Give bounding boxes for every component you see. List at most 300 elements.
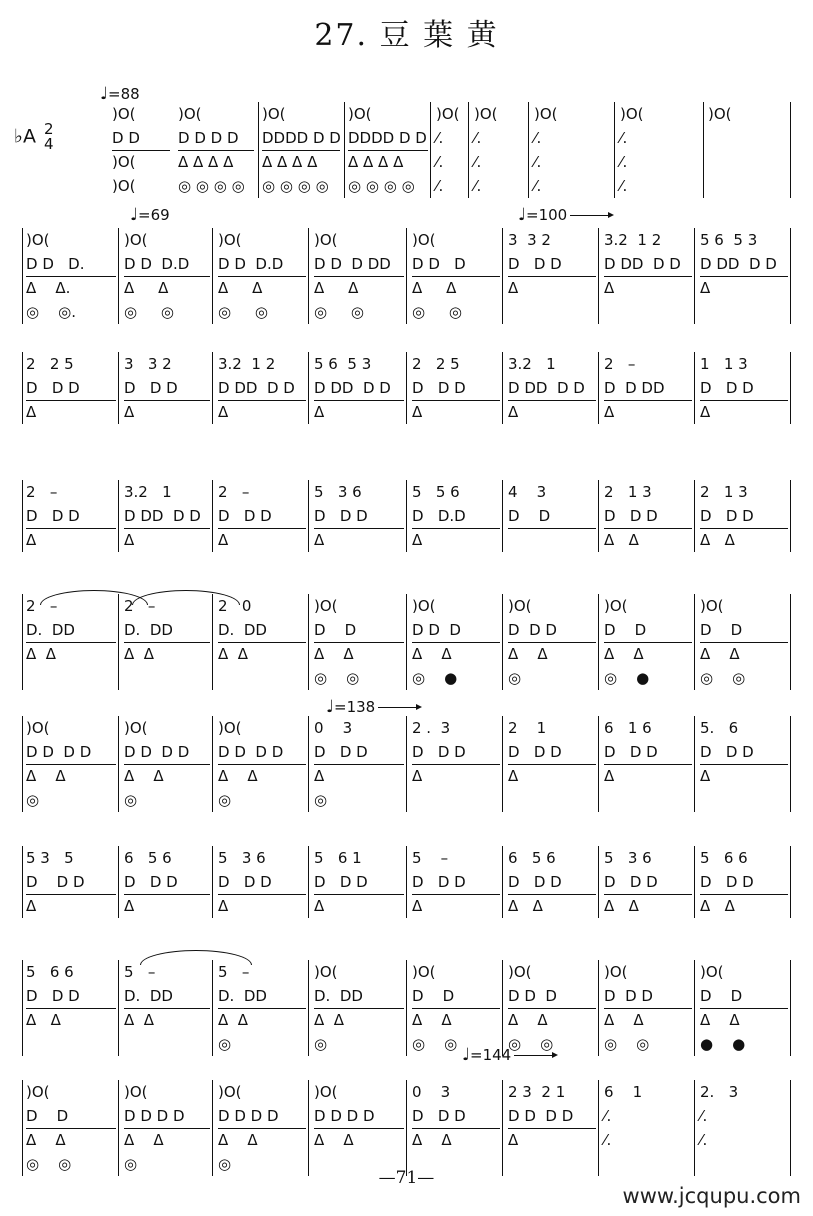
time-den: 4 xyxy=(44,135,54,153)
score-cell: D D D xyxy=(314,504,404,529)
score-cell: Δ xyxy=(26,403,37,421)
score-cell: Δ Δ xyxy=(26,767,66,785)
score-cell: Δ xyxy=(412,531,423,549)
score-cell: D D xyxy=(604,618,692,643)
quarter-note-icon: ♩ xyxy=(326,697,335,717)
score-cell: ◎ ◎ ◎ ◎ xyxy=(178,177,245,195)
score-cell: Δ Δ xyxy=(218,1131,258,1149)
score-cell: D D D xyxy=(700,740,788,765)
score-cell: ⁄. xyxy=(620,129,628,147)
score-cell: 2 . 3 xyxy=(412,719,451,737)
score-cell: 5 3 6 xyxy=(314,483,362,501)
score-cell: 2 – xyxy=(218,483,250,501)
score-cell: 5 6 5 3 xyxy=(700,231,758,249)
score-cell: ● ● xyxy=(700,1035,746,1053)
score-cell: )O( xyxy=(26,231,50,249)
score-cell: D. DD xyxy=(218,984,306,1009)
score-cell: 2 1 3 xyxy=(700,483,748,501)
score-cell: ◎ ◎ xyxy=(412,303,463,321)
score-cell: 5 – xyxy=(412,849,449,867)
score-cell: DDDD D D xyxy=(348,126,428,151)
score-cell: 6 5 6 xyxy=(124,849,172,867)
score-cell: ⁄. xyxy=(436,129,444,147)
score-cell: Δ Δ xyxy=(124,279,169,297)
score-cell: Δ xyxy=(508,1131,519,1149)
score-cell: Δ Δ xyxy=(604,897,639,915)
score-cell: D D xyxy=(508,504,596,529)
page-title: 27. 豆 葉 黄 xyxy=(314,18,499,53)
score-cell: D D D D xyxy=(508,1104,596,1129)
tempo-text: =100 xyxy=(526,206,568,224)
page-number: —71— xyxy=(378,1168,435,1188)
score-cell: 5 3 6 xyxy=(604,849,652,867)
score-cell: Δ Δ xyxy=(314,645,354,663)
score-cell: 0 3 xyxy=(314,719,353,737)
score-cell: Δ xyxy=(314,897,325,915)
score-cell: D D D xyxy=(604,984,692,1009)
score-cell: )O( xyxy=(124,719,148,737)
score-cell: 5 6 6 xyxy=(26,963,74,981)
score-cell: Δ xyxy=(124,531,135,549)
score-cell: 2 – xyxy=(26,483,58,501)
score-cell: Δ Δ. xyxy=(26,279,71,297)
score-cell: D D.D xyxy=(412,504,500,529)
score-row xyxy=(0,480,813,504)
score-cell: Δ Δ xyxy=(700,897,735,915)
score-row xyxy=(0,252,813,276)
score-cell: D. DD xyxy=(26,618,116,643)
score-cell: Δ Δ xyxy=(218,1011,249,1029)
score-cell: Δ Δ Δ Δ xyxy=(178,153,234,171)
score-cell: )O( xyxy=(112,177,136,195)
score-cell: Δ Δ xyxy=(604,531,639,549)
score-system-6 xyxy=(0,716,813,812)
score-cell: ⁄. xyxy=(620,153,628,171)
score-cell: D D D xyxy=(412,740,500,765)
score-cell: 1 1 3 xyxy=(700,355,748,373)
score-cell: D D D xyxy=(700,870,788,895)
score-cell: D. DD xyxy=(314,984,404,1009)
score-cell: Δ Δ xyxy=(218,767,258,785)
score-row xyxy=(0,716,813,740)
score-cell: D D D D xyxy=(124,740,210,765)
score-cell: 3 3 2 xyxy=(124,355,172,373)
score-cell: )O( xyxy=(508,963,532,981)
score-cell: D D D xyxy=(314,870,404,895)
score-cell: 6 1 6 xyxy=(604,719,652,737)
score-cell: Δ Δ xyxy=(412,279,457,297)
score-row xyxy=(0,504,813,528)
score-row xyxy=(0,276,813,300)
score-cell: 4 3 xyxy=(508,483,547,501)
score-cell: ◎ xyxy=(508,669,522,687)
score-cell: Δ xyxy=(700,767,711,785)
score-cell: D D D D xyxy=(178,126,254,151)
score-cell: DDDD D D xyxy=(262,126,340,151)
score-cell: )O( xyxy=(26,719,50,737)
time-num: 2 xyxy=(44,120,54,138)
score-cell: Δ Δ xyxy=(412,1131,452,1149)
score-row xyxy=(0,102,813,126)
score-cell: Δ Δ xyxy=(412,1011,452,1029)
score-cell: Δ Δ xyxy=(314,279,359,297)
score-cell: ⁄. xyxy=(604,1131,612,1149)
score-cell: )O( xyxy=(412,597,436,615)
score-row xyxy=(0,300,813,324)
score-row xyxy=(0,740,813,764)
score-cell: ⁄. xyxy=(474,177,482,195)
score-cell: Δ xyxy=(26,897,37,915)
score-cell: Δ Δ xyxy=(508,897,543,915)
score-cell: D D D xyxy=(508,870,596,895)
score-cell: ◎ xyxy=(124,1155,138,1173)
score-cell: ⁄. xyxy=(604,1107,612,1125)
score-cell: ◎ ● xyxy=(412,669,458,687)
score-system-2 xyxy=(0,228,813,324)
score-cell: D DD D D xyxy=(314,376,404,401)
score-cell: D D D xyxy=(412,252,500,277)
score-cell: 2 1 xyxy=(508,719,547,737)
score-row xyxy=(0,528,813,552)
score-cell: ◎ ◎ ◎ ◎ xyxy=(348,177,415,195)
score-cell: D D D D xyxy=(26,740,116,765)
quarter-note-icon: ♩ xyxy=(100,84,109,104)
score-row xyxy=(0,764,813,788)
score-cell: )O( xyxy=(474,105,498,123)
score-cell: 3.2 1 2 xyxy=(218,355,276,373)
score-cell: D D D D xyxy=(124,1104,210,1129)
score-cell: 5 – xyxy=(218,963,250,981)
score-cell: ⁄. xyxy=(700,1131,708,1149)
score-cell: D DD D D xyxy=(700,252,788,277)
score-cell: D D D xyxy=(26,504,116,529)
score-cell: 5 6 6 xyxy=(700,849,748,867)
score-cell: ◎ xyxy=(314,791,328,809)
score-cell: D D D xyxy=(412,618,500,643)
score-cell: ◎ xyxy=(218,1035,232,1053)
score-cell: Δ xyxy=(604,279,615,297)
score-cell: Δ xyxy=(314,403,325,421)
score-cell: Δ xyxy=(314,531,325,549)
score-row xyxy=(0,960,813,984)
score-row xyxy=(0,228,813,252)
key-flat: ♭A xyxy=(14,125,36,148)
score-cell: )O( xyxy=(112,105,136,123)
score-system-5 xyxy=(0,594,813,690)
score-cell: )O( xyxy=(314,963,338,981)
tempo-text: =69 xyxy=(138,206,170,224)
score-cell: D. DD xyxy=(124,984,210,1009)
quarter-note-icon: ♩ xyxy=(130,205,139,225)
tempo-mark-100 xyxy=(518,205,610,225)
score-cell: Δ xyxy=(124,897,135,915)
score-cell: D D D xyxy=(508,984,596,1009)
score-cell: D D D xyxy=(604,740,692,765)
score-system-8 xyxy=(0,960,813,1056)
score-row xyxy=(0,150,813,174)
score-cell: 5 5 6 xyxy=(412,483,460,501)
score-cell: D D D.D xyxy=(218,252,306,277)
score-cell: Δ Δ xyxy=(412,645,452,663)
score-row xyxy=(0,894,813,918)
score-cell: ◎ ◎ xyxy=(124,303,175,321)
score-cell: 2 – xyxy=(26,597,58,615)
tempo-text: =88 xyxy=(108,85,140,103)
score-cell: D DD D D xyxy=(604,252,692,277)
score-cell: D D D xyxy=(604,870,692,895)
score-row xyxy=(0,870,813,894)
score-cell: ◎ ◎ ◎ ◎ xyxy=(262,177,329,195)
score-cell: D D DD xyxy=(604,376,692,401)
score-cell: )O( xyxy=(700,597,724,615)
score-cell: Δ Δ xyxy=(700,645,740,663)
score-row xyxy=(0,1128,813,1152)
score-row xyxy=(0,1032,813,1056)
score-cell: )O( xyxy=(218,1083,242,1101)
score-cell: )O( xyxy=(620,105,644,123)
score-cell: Δ xyxy=(508,403,519,421)
tempo-text: =144 xyxy=(470,1046,512,1064)
score-cell: Δ xyxy=(26,531,37,549)
score-row xyxy=(0,846,813,870)
score-cell: ◎ xyxy=(314,1035,328,1053)
score-cell: ◎ ◎ xyxy=(26,1155,72,1173)
score-cell: )O( xyxy=(436,105,460,123)
score-cell: )O( xyxy=(314,231,338,249)
score-cell: D D D xyxy=(412,870,500,895)
score-cell: 2 1 3 xyxy=(604,483,652,501)
score-row xyxy=(0,352,813,376)
score-cell: )O( xyxy=(700,963,724,981)
score-cell: D D xyxy=(26,1104,116,1129)
score-cell: ◎ ◎ xyxy=(218,303,269,321)
score-cell: )O( xyxy=(26,1083,50,1101)
quarter-note-icon: ♩ xyxy=(518,205,527,225)
score-cell: D D D D xyxy=(314,1104,404,1129)
score-cell: )O( xyxy=(708,105,732,123)
score-row xyxy=(0,984,813,1008)
score-cell: D D D xyxy=(314,740,404,765)
score-cell: )O( xyxy=(604,963,628,981)
score-cell: )O( xyxy=(218,231,242,249)
score-cell: D D D xyxy=(604,504,692,529)
score-row xyxy=(0,400,813,424)
score-cell: ◎ ◎ xyxy=(314,669,360,687)
score-cell: Δ xyxy=(508,767,519,785)
score-cell: ⁄. xyxy=(436,153,444,171)
score-cell: D D D xyxy=(508,618,596,643)
score-cell: ◎ xyxy=(218,1155,232,1173)
accel-arrow-icon xyxy=(570,215,610,216)
score-cell: ◎ ◎ xyxy=(314,303,365,321)
score-cell: 6 1 xyxy=(604,1083,643,1101)
score-row xyxy=(0,666,813,690)
tempo-mark-138 xyxy=(326,697,418,717)
score-cell: D. DD xyxy=(124,618,210,643)
score-cell: 2 0 xyxy=(218,597,252,615)
score-cell: D D xyxy=(314,618,404,643)
score-cell: D D D D xyxy=(218,740,306,765)
score-cell: )O( xyxy=(218,719,242,737)
score-cell: ⁄. xyxy=(534,129,542,147)
score-cell: Δ Δ xyxy=(508,1011,548,1029)
score-cell: )O( xyxy=(124,1083,148,1101)
score-cell: ⁄. xyxy=(436,177,444,195)
score-cell: 2 2 5 xyxy=(412,355,460,373)
score-cell: Δ Δ xyxy=(26,1011,61,1029)
score-cell: D D D xyxy=(26,984,116,1009)
score-cell: 2 – xyxy=(124,597,156,615)
score-cell: D D D xyxy=(508,740,596,765)
quarter-note-icon: ♩ xyxy=(462,1045,471,1065)
score-cell: ◎ xyxy=(26,791,40,809)
score-cell: Δ Δ xyxy=(218,279,263,297)
score-row xyxy=(0,174,813,198)
score-cell: 2 3 2 1 xyxy=(508,1083,566,1101)
slur-tie xyxy=(140,950,252,965)
score-cell: 6 5 6 xyxy=(508,849,556,867)
score-cell: )O( xyxy=(534,105,558,123)
score-cell: )O( xyxy=(314,597,338,615)
score-cell: Δ Δ Δ Δ xyxy=(262,153,318,171)
score-cell: D D D DD xyxy=(314,252,404,277)
score-system-7 xyxy=(0,846,813,918)
score-cell: Δ xyxy=(700,403,711,421)
score-cell: Δ Δ xyxy=(700,1011,740,1029)
score-cell: 5 3 6 xyxy=(218,849,266,867)
score-cell: Δ Δ xyxy=(508,645,548,663)
score-cell: 5 – xyxy=(124,963,156,981)
score-cell: ⁄. xyxy=(474,153,482,171)
score-system-1 xyxy=(0,102,813,198)
score-cell: Δ Δ Δ Δ xyxy=(348,153,404,171)
score-row xyxy=(0,788,813,812)
score-system-4 xyxy=(0,480,813,552)
score-cell: Δ xyxy=(124,403,135,421)
score-cell: ◎ ◎ xyxy=(508,1035,554,1053)
score-row xyxy=(0,376,813,400)
score-cell: D D D xyxy=(700,504,788,529)
score-row xyxy=(0,1104,813,1128)
score-cell: )O( xyxy=(112,153,136,171)
slur-tie xyxy=(132,590,240,605)
score-cell: 5. 6 xyxy=(700,719,739,737)
score-cell: D D D xyxy=(700,376,788,401)
score-cell: D DD D D xyxy=(218,376,306,401)
score-cell: ◎ ◎ xyxy=(604,1035,650,1053)
score-cell: Δ Δ xyxy=(314,1011,345,1029)
score-cell: 3.2 1 xyxy=(508,355,556,373)
score-cell: ⁄. xyxy=(474,129,482,147)
score-cell: D D D xyxy=(218,870,306,895)
score-row xyxy=(0,618,813,642)
watermark: www.jcqupu.com xyxy=(622,1184,801,1208)
score-cell: D D D xyxy=(26,870,116,895)
score-cell: )O( xyxy=(412,963,436,981)
score-cell: )O( xyxy=(314,1083,338,1101)
score-cell: Δ xyxy=(218,531,229,549)
score-cell: ⁄. xyxy=(700,1107,708,1125)
score-cell: 5 3 5 xyxy=(26,849,74,867)
score-cell: Δ Δ xyxy=(124,767,164,785)
score-cell: D D D xyxy=(26,376,116,401)
score-cell: 0 3 xyxy=(412,1083,451,1101)
score-cell: Δ xyxy=(218,403,229,421)
score-cell: Δ Δ xyxy=(604,1011,644,1029)
score-cell: Δ xyxy=(412,767,423,785)
accel-arrow-icon xyxy=(378,707,418,708)
score-cell: 2 2 5 xyxy=(26,355,74,373)
score-cell: D D xyxy=(112,126,170,151)
score-cell: 5 6 5 3 xyxy=(314,355,372,373)
score-cell: D D xyxy=(700,618,788,643)
score-cell: ⁄. xyxy=(534,153,542,171)
score-cell: D D xyxy=(412,984,500,1009)
score-cell: ◎ ◎. xyxy=(26,303,77,321)
score-cell: ⁄. xyxy=(620,177,628,195)
score-cell: 2. 3 xyxy=(700,1083,739,1101)
score-row xyxy=(0,642,813,666)
score-cell: ◎ ◎ xyxy=(700,669,746,687)
score-cell: D D D xyxy=(124,376,210,401)
score-row xyxy=(0,126,813,153)
score-cell: ◎ ● xyxy=(604,669,650,687)
score-cell: 3 3 2 xyxy=(508,231,551,249)
score-cell: )O( xyxy=(262,105,286,123)
score-cell: 2 – xyxy=(604,355,636,373)
score-cell: D D D D xyxy=(218,1104,306,1129)
score-cell: )O( xyxy=(412,231,436,249)
score-cell: )O( xyxy=(348,105,372,123)
score-system-9 xyxy=(0,1080,813,1176)
score-cell: Δ xyxy=(218,897,229,915)
score-cell: Δ Δ xyxy=(26,645,57,663)
score-cell: 3.2 1 xyxy=(124,483,172,501)
score-cell: )O( xyxy=(508,597,532,615)
score-cell: )O( xyxy=(178,105,202,123)
score-cell: D D D xyxy=(508,252,596,277)
score-cell: D DD D D xyxy=(124,504,210,529)
score-cell: Δ Δ xyxy=(124,645,155,663)
score-cell: Δ xyxy=(314,767,325,785)
score-cell: D D D xyxy=(124,870,210,895)
score-cell: ◎ ◎ xyxy=(412,1035,458,1053)
score-cell: Δ xyxy=(508,279,519,297)
score-cell: Δ xyxy=(604,403,615,421)
score-cell: D D D xyxy=(218,504,306,529)
score-cell: Δ xyxy=(412,897,423,915)
score-cell: D DD D D xyxy=(508,376,596,401)
score-cell: )O( xyxy=(124,231,148,249)
score-cell: D D D. xyxy=(26,252,116,277)
score-cell: Δ Δ xyxy=(604,645,644,663)
score-cell: D D D.D xyxy=(124,252,210,277)
score-cell: Δ Δ xyxy=(314,1131,354,1149)
score-system-3 xyxy=(0,352,813,424)
score-cell: Δ xyxy=(412,403,423,421)
score-cell: )O( xyxy=(604,597,628,615)
score-cell: 3.2 1 2 xyxy=(604,231,662,249)
score-row xyxy=(0,1008,813,1032)
score-cell: Δ Δ xyxy=(124,1011,155,1029)
score-cell: D. DD xyxy=(218,618,306,643)
score-cell: ⁄. xyxy=(534,177,542,195)
score-cell: D D D xyxy=(412,1104,500,1129)
tempo-mark-88 xyxy=(100,84,140,104)
score-cell: ◎ xyxy=(218,791,232,809)
score-cell: D D xyxy=(700,984,788,1009)
score-cell: Δ Δ xyxy=(26,1131,66,1149)
